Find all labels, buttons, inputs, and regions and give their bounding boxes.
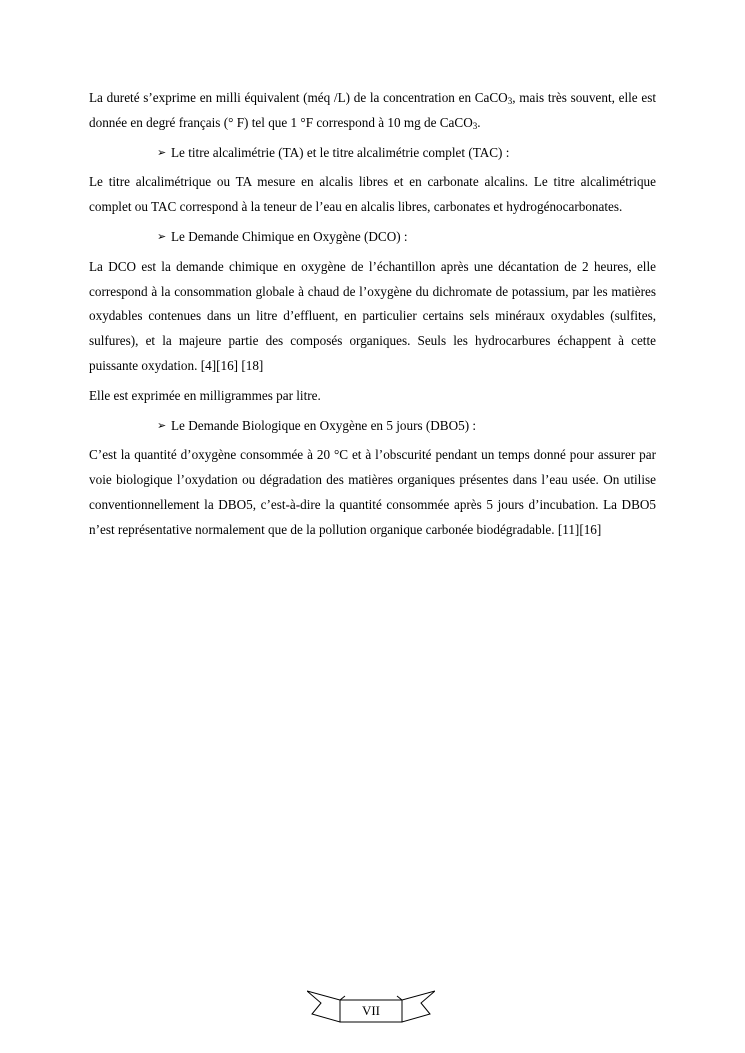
bullet-dbo5-text: Le Demande Biologique en Oxygène en 5 jours (DBO5) : — [171, 417, 477, 433]
paragraph-ta-tac: Le titre alcalimétrique ou TA mesure en alcalis libres et en carbonate alcalins. Le titre alcalimétrique complet ou TAC correspond à la teneur de l’eau en alcalis libres, carbonates et hydrogénocarbonates. — [89, 174, 656, 215]
paragraph-hardness-text-3: . — [477, 114, 481, 130]
paragraph-dco-unit: Elle est exprimée en milligrammes par litre. — [89, 387, 321, 403]
bullet-ta-tac — [89, 141, 656, 166]
paragraph-dbo5: C’est la quantité d’oxygène consommée à 20 °C et à l’obscurité pendant un temps donné pour assurer par voie biologique l’oxydation ou dégradation des matières organiques présentes dans l’eau usée. On utilise conventionnellement la DBO5, c’est-à-dire la quantité consommée après 5 jours d’incubation. La DBO5 n’est représentative normalement que de la pollution organique carbonée biodégradable. [11][16] — [89, 447, 656, 537]
arrow-bullet-icon: ➢ — [157, 145, 167, 159]
page-content — [89, 86, 656, 548]
subscript-3: 3 — [507, 96, 513, 106]
bullet-dbo5 — [89, 414, 656, 439]
bullet-dco-text: Le Demande Chimique en Oxygène (DCO) : — [171, 228, 408, 244]
paragraph-hardness — [89, 86, 656, 136]
page-footer — [307, 988, 435, 1028]
subscript-3: 3 — [472, 120, 478, 131]
paragraph-hardness-text-1: La dureté s’exprime en milli équivalent (méq /L) de la concentration en CaCO — [89, 90, 508, 105]
paragraph-hardness-text-2: , mais très souvent, elle est donnée en degré français (° F) tel que 1 °F correspond à 10 mg de CaCO — [89, 90, 657, 130]
page-number: VII — [361, 1003, 381, 1018]
bullet-ta-tac-text: Le titre alcalimétrie (TA) et le titre alcalimétrie complet (TAC) : — [171, 144, 510, 160]
arrow-bullet-icon: ➢ — [157, 418, 167, 432]
arrow-bullet-icon: ➢ — [157, 229, 167, 243]
paragraph-dco: La DCO est la demande chimique en oxygène de l’échantillon après une décantation de 2 heures, elle correspond à la consommation globale à chaud de l’oxygène du dichromate de potassium, par les matières oxydables contenues dans un litre d’effluent, en particulier certains sels minéraux oxydables (sulfites, sulfures), et la majeure partie des composés organiques. Seuls les hydrocarbures échappent à cette puissante oxydation. [4][16] [18] — [89, 258, 656, 373]
bullet-dco — [89, 225, 656, 250]
